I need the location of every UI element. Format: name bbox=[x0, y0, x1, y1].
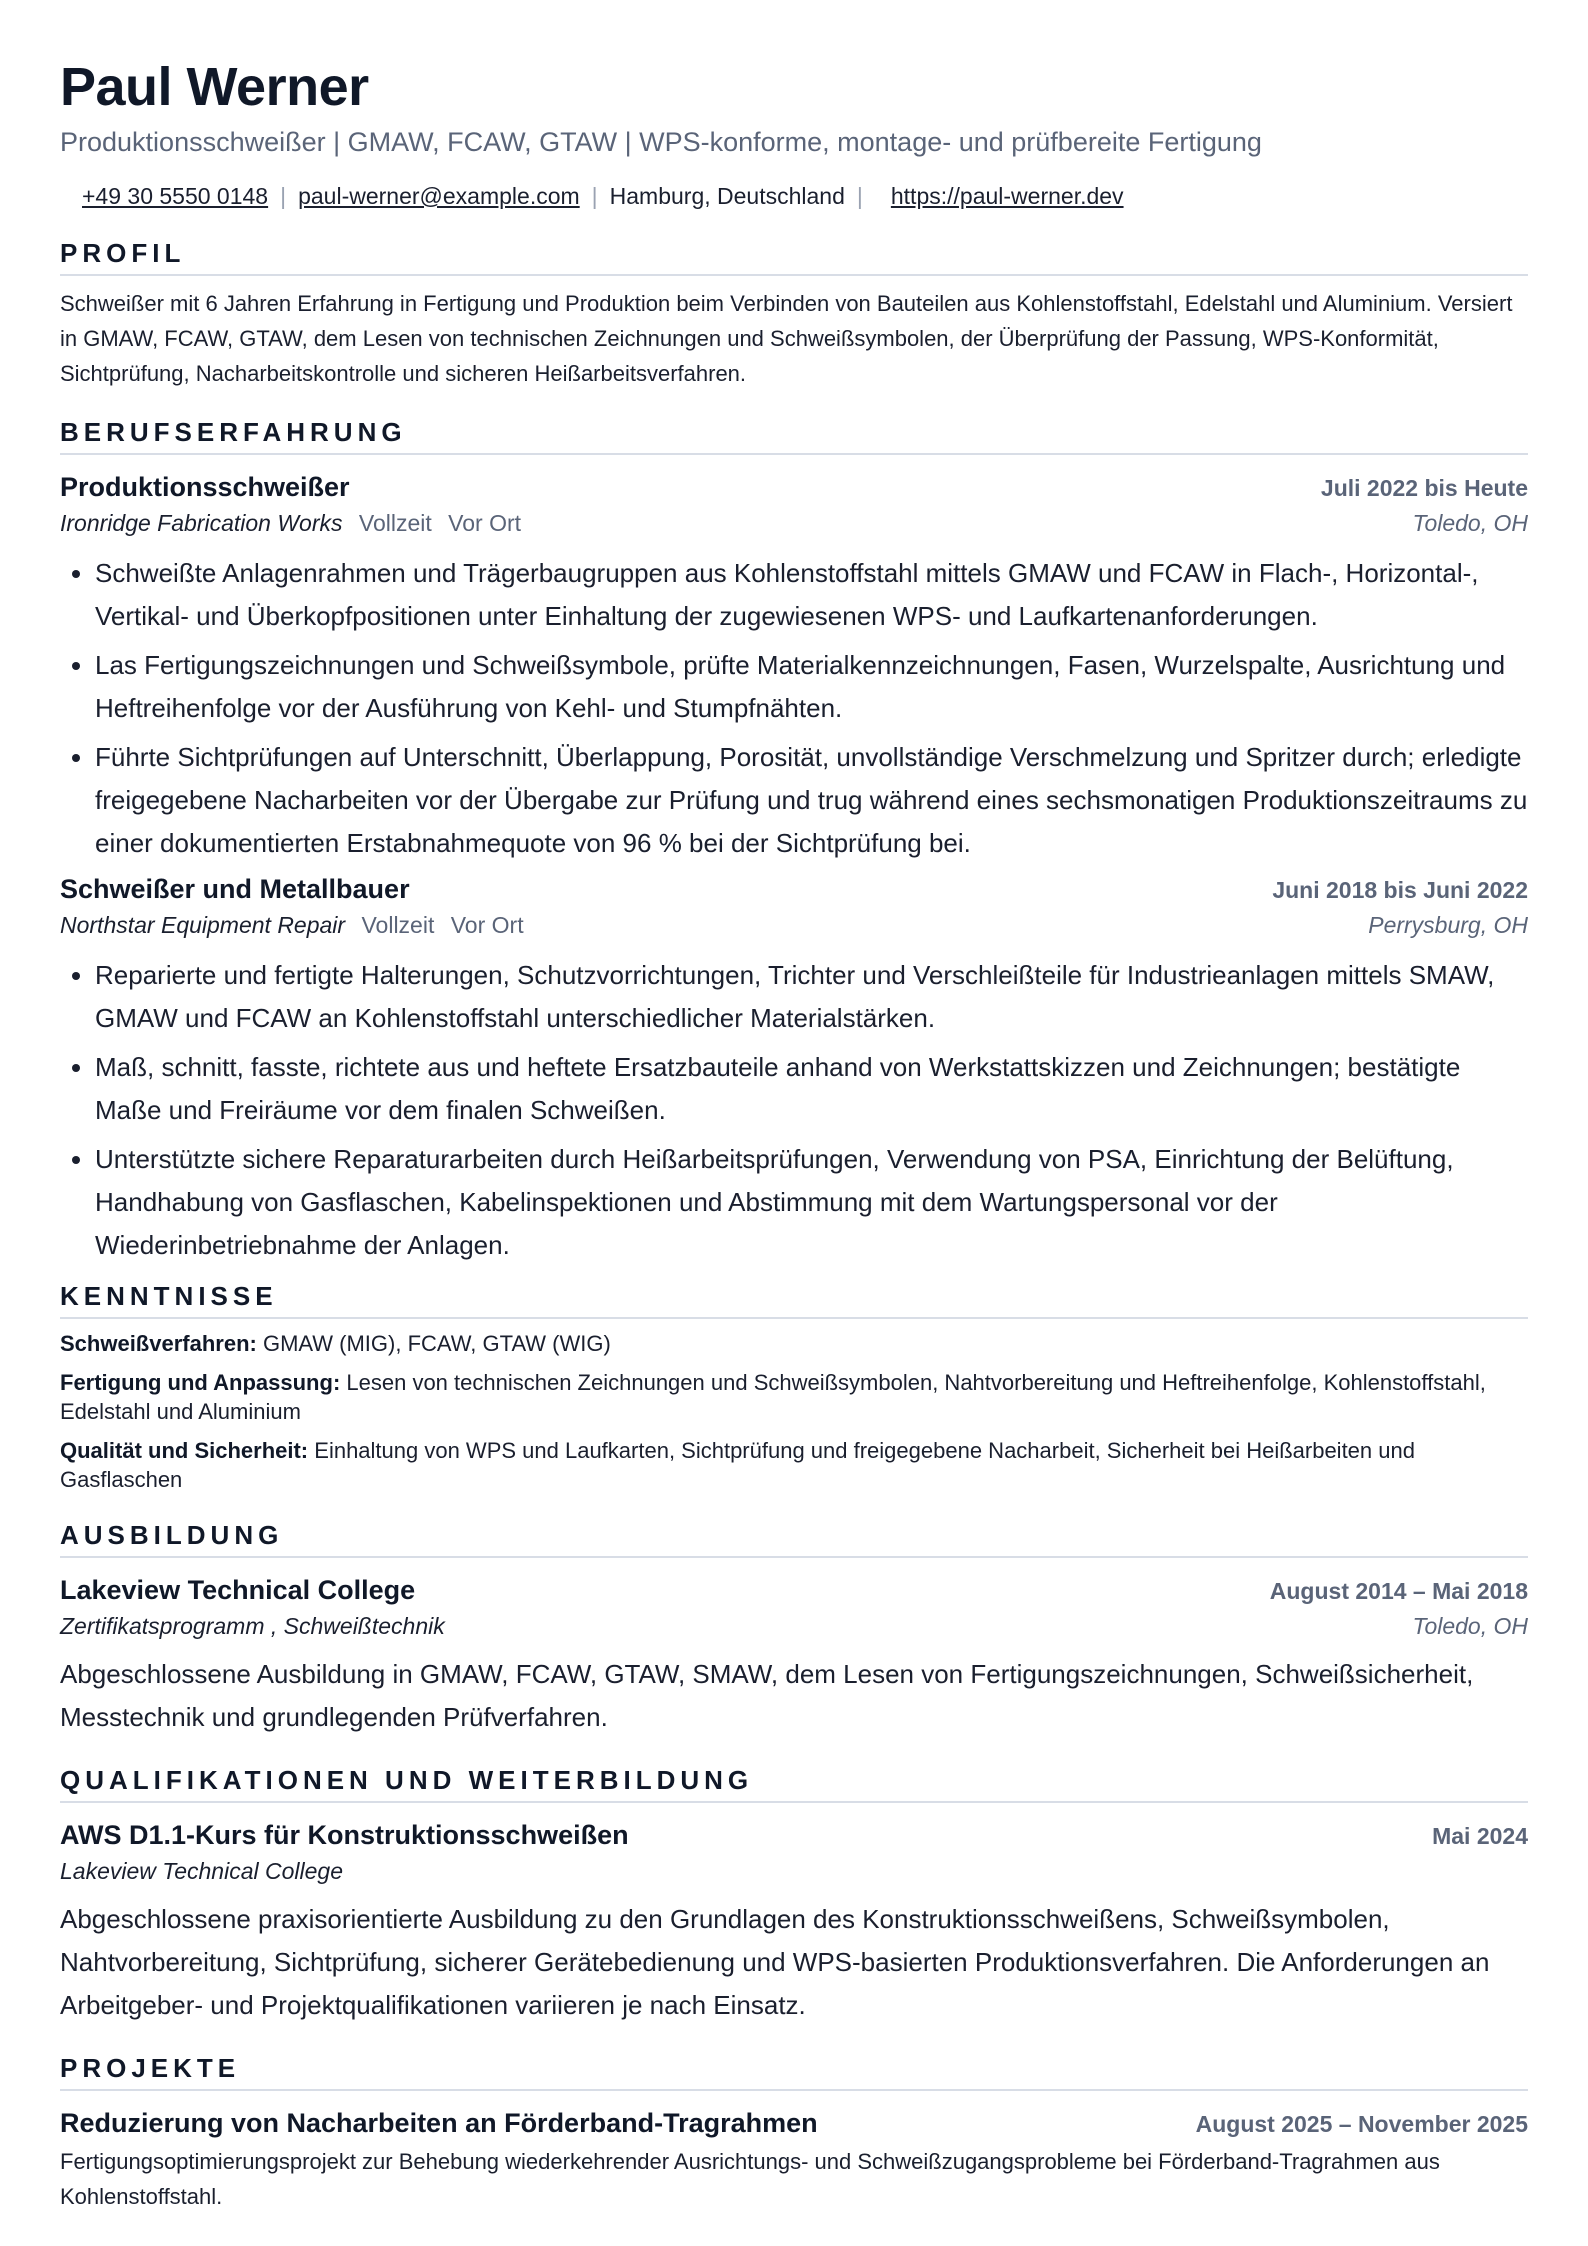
skill-row bbox=[60, 1436, 1528, 1494]
project-description: Fertigungsoptimierungsprojekt zur Behebung wiederkehrender Ausrichtungs- und Schweißzugangsprobleme bei Förderband-Tragrahmen aus Kohlenstoffstahl. bbox=[60, 2149, 1440, 2209]
profile-summary: Schweißer mit 6 Jahren Erfahrung in Fertigung und Produktion beim Verbinden von Bauteilen aus Kohlenstoffstahl, Edelstahl und Aluminium. Versiert in GMAW, FCAW, GTAW, dem Lesen von technischen Zeichnungen und Schweißsymbolen, der Überprüfung der Passung, WPS-Konformität, Sichtprüfung, Nacharbeitskontrolle und sicheren Heißarbeitsverfahren. bbox=[60, 291, 1513, 386]
bullet-item: • Unterstützte sichere Reparaturarbeiten durch Heißarbeitsprüfungen, Verwendung von PSA, Einrichtung der Belüftung, Handhabung von Gasflaschen, Kabelinspektionen und Abstimmung mit dem Wartungspersonal vor der Wiederinbetriebnahme der Anlagen. bbox=[95, 1138, 1528, 1267]
qualification-entry bbox=[60, 1817, 1528, 2027]
job-company: Northstar Equipment Repair bbox=[60, 912, 346, 938]
section-title-education: AUSBILDUNG bbox=[60, 1518, 1528, 1558]
project-entry bbox=[60, 2105, 1528, 2214]
job-entry bbox=[60, 469, 1528, 865]
job-mode: Vor Ort bbox=[450, 912, 524, 938]
education-description: Abgeschlossene Ausbildung in GMAW, FCAW, GTAW, SMAW, dem Lesen von Fertigungszeichnungen, Schweißsicherheit, Messtechnik und grundlegenden Prüfverfahren. bbox=[60, 1659, 1474, 1732]
candidate-name: Paul Werner bbox=[60, 57, 369, 117]
skill-row bbox=[60, 1329, 1528, 1358]
qualification-date: Mai 2024 bbox=[1432, 1823, 1528, 1849]
separator: | bbox=[856, 183, 863, 209]
job-type: Vollzeit bbox=[358, 510, 432, 536]
skill-label: Qualität und Sicherheit: bbox=[60, 1438, 309, 1463]
bullet-item: • Schweißte Anlagenrahmen und Trägerbaugruppen aus Kohlenstoffstahl mittels GMAW und FCAW in Flach-, Horizontal-, Vertikal- und Überkopfpositionen unter Einhaltung der zugewiesenen WPS- und Laufkartenanforderungen. bbox=[95, 552, 1528, 638]
education-program: Zertifikatsprogramm , Schweißtechnik bbox=[60, 1613, 445, 1639]
bullet-item: • Las Fertigungszeichnungen und Schweißsymbole, prüfte Materialkennzeichnungen, Fasen, Wurzelspalte, Ausrichtung und Heftreihenfolge vor der Ausführung von Kehl- und Stumpfnähten. bbox=[95, 644, 1528, 730]
location-text: Hamburg, Deutschland bbox=[609, 183, 845, 209]
phone-link[interactable]: +49 30 5550 0148 bbox=[82, 183, 269, 209]
skill-value: Einhaltung von WPS und Laufkarten, Sichtprüfung und freigegebene Nacharbeit, Sicherheit bei Heißarbeiten und Gasflaschen bbox=[60, 1438, 1415, 1492]
education-dates: August 2014 – Mai 2018 bbox=[1269, 1578, 1528, 1604]
section-title-profile: PROFIL bbox=[60, 236, 1528, 276]
education-location: Toledo, OH bbox=[1412, 1613, 1528, 1639]
project-title: Reduzierung von Nacharbeiten an Förderband-Tragrahmen bbox=[60, 2108, 818, 2138]
skill-label: Schweißverfahren: bbox=[60, 1331, 257, 1356]
skill-label: Fertigung und Anpassung: bbox=[60, 1370, 341, 1395]
project-dates: August 2025 – November 2025 bbox=[1195, 2111, 1528, 2137]
contact-bar bbox=[60, 180, 1528, 212]
skill-value: GMAW (MIG), FCAW, GTAW (WIG) bbox=[262, 1331, 611, 1356]
education-entry bbox=[60, 1572, 1528, 1739]
job-role: Schweißer und Metallbauer bbox=[60, 874, 410, 904]
bullet-item: • Maß, schnitt, fasste, richtete aus und heftete Ersatzbauteile anhand von Werkstattskizzen und Zeichnungen; bestätigte Maße und Freiräume vor dem finalen Schweißen. bbox=[95, 1046, 1528, 1132]
separator: | bbox=[280, 183, 287, 209]
section-title-experience: BERUFSERFAHRUNG bbox=[60, 415, 1528, 455]
skill-value: Lesen von technischen Zeichnungen und Schweißsymbolen, Nahtvorbereitung und Heftreihenfolge, Kohlenstoffstahl, Edelstahl und Aluminium bbox=[60, 1370, 1486, 1424]
qualification-description: Abgeschlossene praxisorientierte Ausbildung zu den Grundlagen des Konstruktionsschweißens, Schweißsymbolen, Nahtvorbereitung, Sichtprüfung, sicherer Gerätebedienung und WPS-basierten Produktionsverfahren. Die Anforderungen an Arbeitgeber- und Projektqualifikationen variieren je nach Einsatz. bbox=[60, 1904, 1490, 2020]
job-type: Vollzeit bbox=[361, 912, 435, 938]
job-entry bbox=[60, 871, 1528, 1267]
website-link[interactable]: https://paul-werner.dev bbox=[890, 183, 1124, 209]
qualification-title: AWS D1.1-Kurs für Konstruktionsschweißen bbox=[60, 1820, 629, 1850]
job-location: Toledo, OH bbox=[1412, 510, 1528, 536]
job-bullets bbox=[60, 552, 1528, 865]
job-location: Perrysburg, OH bbox=[1368, 912, 1528, 938]
bullet-item: • Reparierte und fertigte Halterungen, Schutzvorrichtungen, Trichter und Verschleißteile für Industrieanlagen mittels SMAW, GMAW und FCAW an Kohlenstoffstahl unterschiedlicher Materialstärken. bbox=[95, 954, 1528, 1040]
section-title-skills: KENNTNISSE bbox=[60, 1279, 1528, 1319]
job-company: Ironridge Fabrication Works bbox=[60, 510, 343, 536]
job-dates: Juni 2018 bis Juni 2022 bbox=[1272, 877, 1528, 903]
skill-row bbox=[60, 1368, 1528, 1426]
school-name: Lakeview Technical College bbox=[60, 1575, 416, 1605]
qualification-issuer: Lakeview Technical College bbox=[60, 1858, 343, 1884]
headline: Produktionsschweißer | GMAW, FCAW, GTAW | WPS-konforme, montage- und prüfbereite Fertigung bbox=[60, 127, 1262, 157]
section-title-qualifications: QUALIFIKATIONEN UND WEITERBILDUNG bbox=[60, 1763, 1528, 1803]
job-dates: Juli 2022 bis Heute bbox=[1320, 475, 1528, 501]
job-role: Produktionsschweißer bbox=[60, 472, 350, 502]
email-link[interactable]: paul-werner@example.com bbox=[298, 183, 580, 209]
bullet-item: • Führte Sichtprüfungen auf Unterschnitt, Überlappung, Porosität, unvollständige Verschmelzung und Spritzer durch; erledigte freigegebene Nacharbeiten vor der Übergabe zur Prüfung und trug während eines sechsmonatigen Produktionszeitraums zu einer dokumentierten Erstabnahmequote von 96 % bei der Sichtprüfung bei. bbox=[95, 736, 1528, 865]
section-title-projects: PROJEKTE bbox=[60, 2051, 1528, 2091]
separator: | bbox=[591, 183, 598, 209]
job-bullets bbox=[60, 954, 1528, 1267]
job-mode: Vor Ort bbox=[448, 510, 522, 536]
